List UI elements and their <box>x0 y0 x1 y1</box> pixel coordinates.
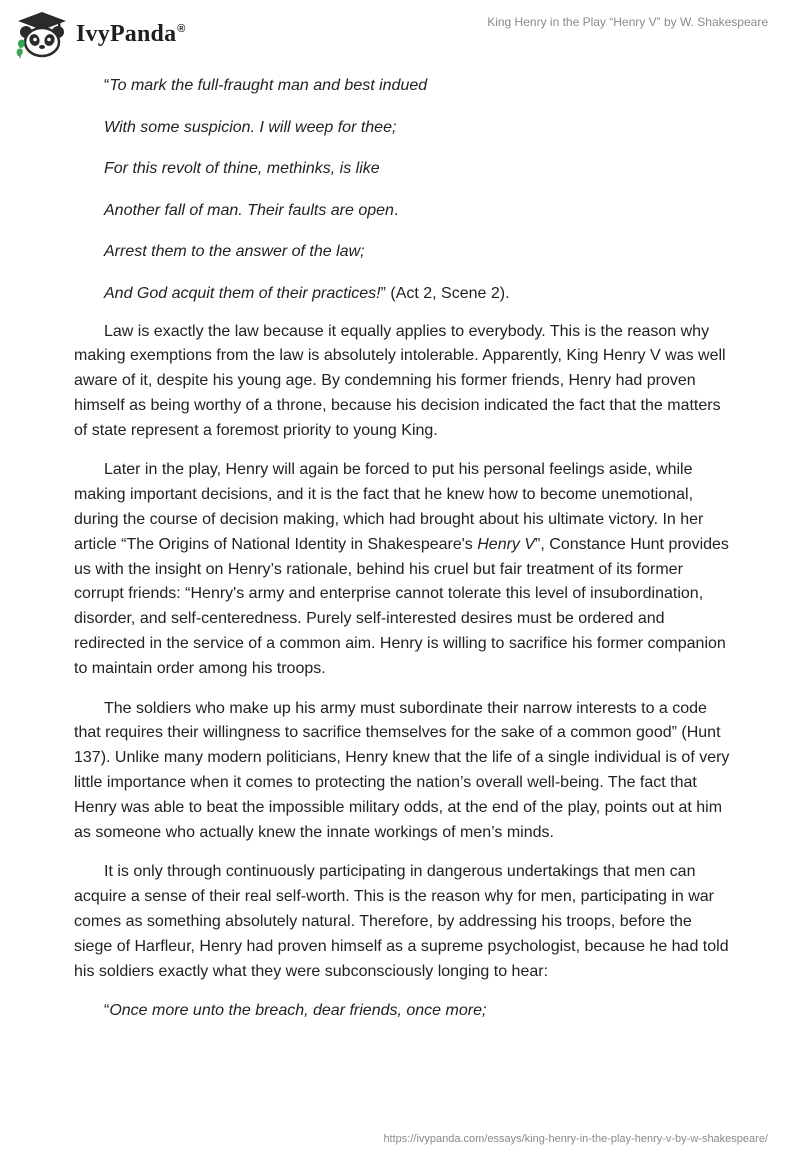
paragraph: Later in the play, Henry will again be forced to put his personal feelings aside, while making important decisions, and it is the fact that he knew how to become unemotional, during the course of decision making, which had brought about his ultimate victory. In her article “The Origins of National Identity in Shakespeare's Henry V”, Constance Hunt provides us with the insight on Henry’s rationale, behind his cruel but fair treatment of its former corrupt friends: “Henry's army and enterprise cannot tolerate this level of insubordination, disorder, and self-centeredness. Purely self-interested desires must be ordered and redirected in the service of a common aim. Henry is willing to sacrifice his former companion to maintain order among his troops. <box>74 461 729 677</box>
verse-line: Arrest them to the answer of the law; <box>104 243 365 260</box>
emphasis-title: Henry V <box>477 535 536 553</box>
paragraph: The soldiers who make up his army must subordinate their narrow interests to a code that requires their willingness to sacrifice themselves for the sake of a common good” (Hunt 137). Unlike many modern politicians, Henry knew that the life of a single individual is of very little importance when it comes to protecting the nation’s overall well-being. The fact that Henry was able to beat the impossible military odds, at the end of the play, points out at him as someone who actually knew the innate workings of men’s minds. <box>74 699 730 841</box>
source-url[interactable]: https://ivypanda.com/essays/king-henry-in-the-play-henry-v-by-w-shakespeare/ <box>383 1133 768 1145</box>
page-header <box>0 0 800 70</box>
verse-line: “Once more unto the breach, dear friends, once more; <box>104 1002 487 1020</box>
brand-name: IvyPanda® <box>76 20 186 47</box>
registered-mark: ® <box>177 22 186 35</box>
essay-body <box>74 70 734 1041</box>
panda-graduate-icon <box>14 8 70 60</box>
ivypanda-logo[interactable] <box>14 8 186 60</box>
verse-line: For this revolt of thine, methinks, is like <box>104 160 380 177</box>
verse-line: “To mark the full-fraught man and best indued <box>104 77 428 94</box>
paragraph: Law is exactly the law because it equally applies to everybody. This is the reason why making exemptions from the law is absolutely intolerable. Apparently, King Henry V was well aware of it, despite his young age. By condemning his former friends, Henry had proven himself as being worthy of a throne, because his decision indicated the fact that the matters of state represent a foremost priority to young King. <box>74 322 726 439</box>
document-title: King Henry in the Play “Henry V” by W. Shakespeare <box>487 15 768 29</box>
paragraph: It is only through continuously participating in dangerous undertakings that men can acquire a sense of their real self-worth. This is the reason why for men, participating in war comes as something absolutely natural. Therefore, by addressing his troops, before the siege of Harfleur, Henry had proven himself as a supreme psychologist, because he had told his soldiers exactly what they were subconsciously longing to hear: <box>74 863 729 980</box>
verse-line: And God acquit them of their practices!” (Act 2, Scene 2). <box>104 284 510 302</box>
verse-line: Another fall of man. Their faults are open. <box>104 201 399 219</box>
verse-line: With some suspicion. I will weep for thee; <box>104 118 397 136</box>
